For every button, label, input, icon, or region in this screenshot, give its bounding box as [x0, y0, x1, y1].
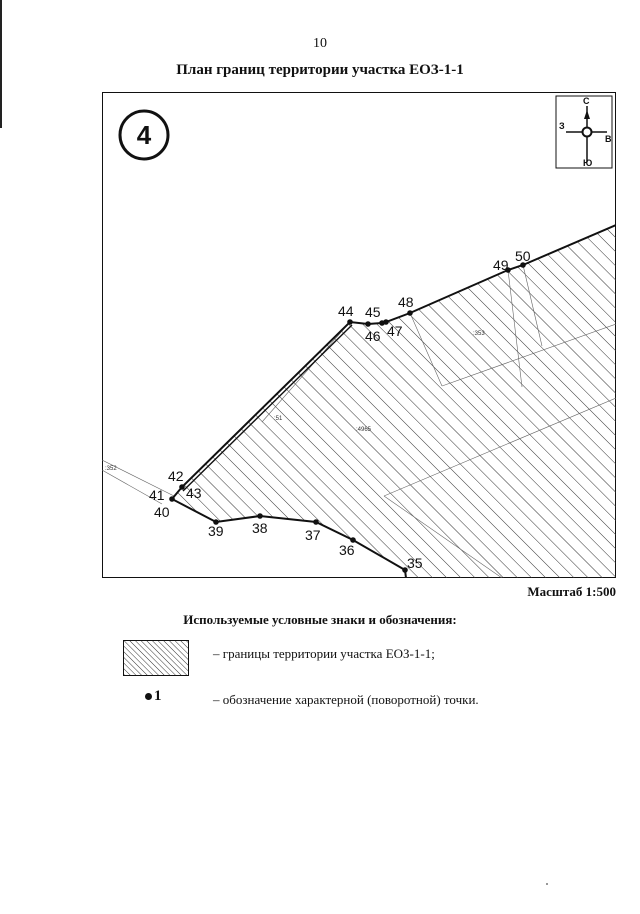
compass-east: В: [605, 134, 612, 144]
sheet-number: 4: [136, 120, 152, 150]
page-title: План границ территории участка ЕОЗ-1-1: [176, 62, 464, 78]
legend-item-point-text: – обозначение характерной (поворотной) точки.: [213, 692, 479, 707]
legend-point-symbol: [145, 688, 162, 705]
boundary-map: [102, 92, 616, 578]
page-speck: [546, 883, 548, 885]
compass-north: С: [583, 96, 590, 106]
label-46: 46: [365, 328, 381, 344]
cadastral-label-upper: :353: [473, 331, 485, 337]
page-number: 10: [313, 36, 327, 51]
point-48: [407, 310, 413, 316]
compass-south: Ю: [583, 158, 593, 168]
label-40: 40: [154, 504, 170, 520]
label-44: 44: [338, 303, 354, 319]
legend-title: Используемые условные знаки и обозначения:: [183, 612, 457, 627]
label-38: 38: [252, 520, 268, 536]
label-47: 47: [387, 323, 403, 339]
point-44: [347, 319, 353, 325]
label-42: 42: [168, 468, 184, 484]
label-39: 39: [208, 523, 224, 539]
sheet-number-badge: [120, 111, 168, 159]
label-41: 41: [149, 487, 165, 503]
point-42: [179, 484, 185, 490]
point-45: [365, 321, 371, 327]
point-37: [313, 519, 319, 525]
legend-point-label: 1: [154, 688, 162, 704]
cadastral-label-middle: :4965: [356, 427, 372, 433]
label-45: 45: [365, 304, 381, 320]
point-40: [169, 496, 175, 502]
legend-item-area-text: – границы территории участка ЕОЗ-1-1;: [213, 646, 435, 661]
compass-rose: [556, 96, 612, 168]
point-dot-icon: [145, 693, 152, 700]
label-36: 36: [339, 542, 355, 558]
cadastral-label-left: :352: [105, 466, 117, 472]
label-37: 37: [305, 527, 321, 543]
label-49: 49: [493, 257, 509, 273]
point-38: [257, 513, 263, 519]
compass-west: З: [559, 121, 565, 131]
cadastral-label-diagonal: :51: [274, 416, 283, 422]
label-50: 50: [515, 248, 531, 264]
legend-hatch-swatch: [123, 640, 189, 676]
map-scale: Масштаб 1:500: [527, 584, 616, 599]
label-48: 48: [398, 294, 414, 310]
label-35: 35: [407, 555, 423, 571]
map-canvas: [102, 92, 616, 578]
label-43: 43: [186, 485, 202, 501]
